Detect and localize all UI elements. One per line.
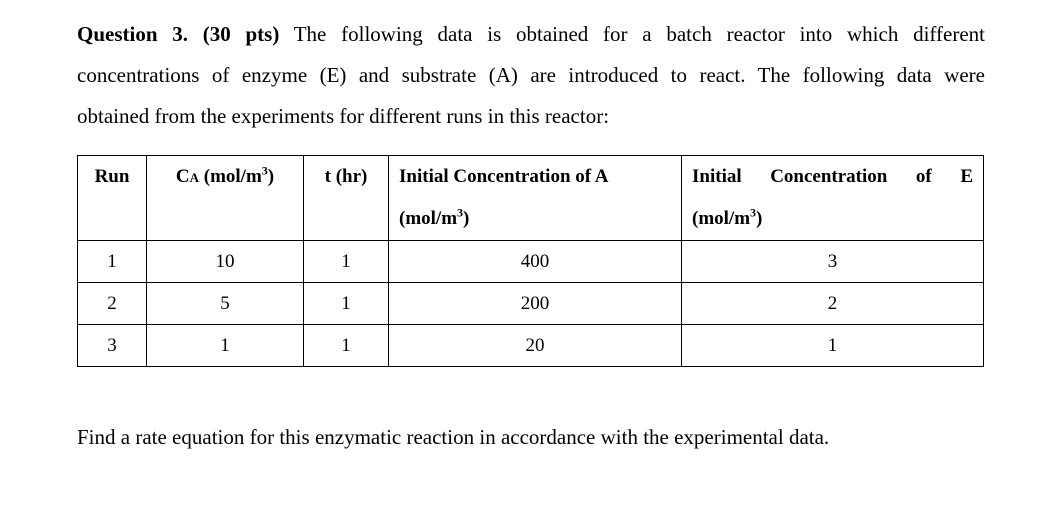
cell-ca: 5 (147, 283, 304, 325)
question-line-1 (77, 14, 985, 55)
header-initial-e: Initial Concentration of E $(mol/m^3)$ (682, 156, 984, 241)
header-run: Run (78, 156, 147, 241)
cell-time: 1 (304, 241, 389, 283)
table-header-row (78, 156, 984, 241)
table-row (78, 325, 984, 367)
cell-time: 1 (304, 325, 389, 367)
question-paragraph (77, 14, 985, 137)
cell-initial-a: 20 (389, 325, 682, 367)
cell-initial-e: 2 (682, 283, 984, 325)
header-initial-a: Initial Concentration of A $(mol/m^3)$ (389, 156, 682, 241)
header-ca: CA $(mol/m^3)$ (147, 156, 304, 241)
data-table (77, 155, 984, 367)
question-text-1: The following data is obtained for a batch reactor into which different (293, 22, 985, 46)
cell-initial-a: 200 (389, 283, 682, 325)
question-label: Question 3. (77, 22, 189, 46)
cell-ca: 10 (147, 241, 304, 283)
cell-time: 1 (304, 283, 389, 325)
cell-initial-e: 1 (682, 325, 984, 367)
question-line-2: concentrations of enzyme (E) and substrate (A) are introduced to react. The following data were (77, 63, 985, 87)
cell-initial-e: 3 (682, 241, 984, 283)
cell-run: 3 (78, 325, 147, 367)
question-line-3: obtained from the experiments for different runs in this reactor: (77, 104, 610, 128)
cell-ca: 1 (147, 325, 304, 367)
question-points: (30 pts) (202, 22, 280, 46)
cell-run: 2 (78, 283, 147, 325)
cell-run: 1 (78, 241, 147, 283)
table-row (78, 241, 984, 283)
cell-initial-a: 400 (389, 241, 682, 283)
instruction-text: Find a rate equation for this enzymatic reaction in accordance with the experimental data. (77, 425, 830, 449)
header-time: t (hr) (304, 156, 389, 241)
table-row (78, 283, 984, 325)
